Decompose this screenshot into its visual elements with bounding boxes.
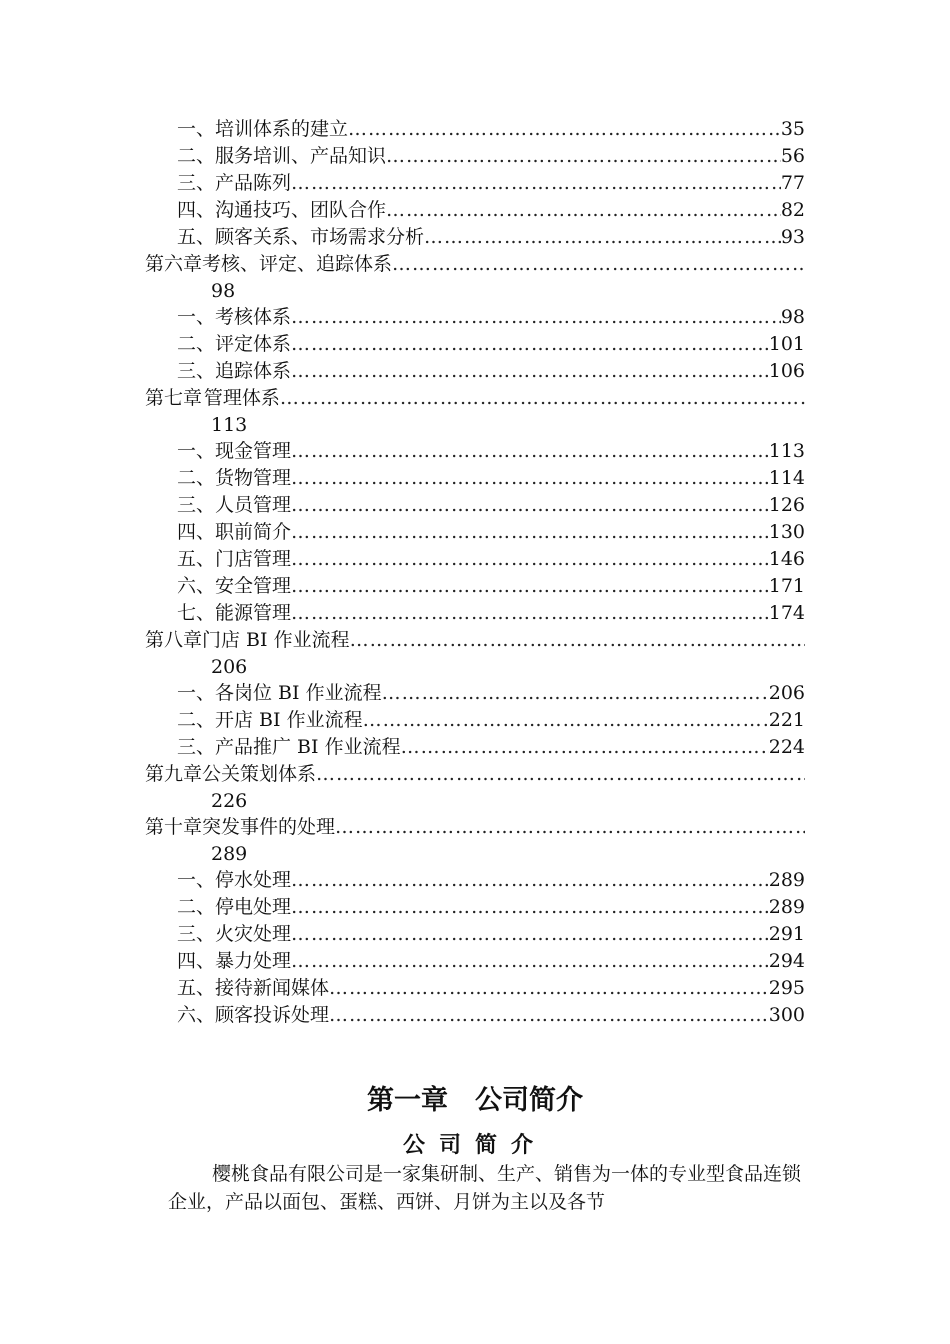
- toc-dot-leader: [291, 894, 769, 921]
- toc-dot-leader: [386, 197, 781, 224]
- toc-entry-title: 顾客投诉处理: [215, 1004, 330, 1026]
- toc-page-number: 101: [768, 333, 805, 355]
- toc-entry-number: 一、: [177, 869, 216, 891]
- toc-dot-leader: [291, 867, 769, 894]
- toc-section-entry[interactable]: [145, 465, 805, 492]
- toc-entry-title: 管理体系: [203, 387, 280, 409]
- toc-chapter-entry[interactable]: [145, 251, 805, 278]
- toc-entry-title: 公关策划体系: [202, 763, 317, 785]
- toc-dot-leader: [291, 573, 769, 600]
- toc-dot-leader: [382, 680, 769, 707]
- paragraph-text: 樱桃食品有限公司是一家集研制、生产、销售为一体的专业型食品连锁企业，产品以面包、蛋糕、西饼、月饼为主以及各节: [168, 1163, 802, 1213]
- toc-entry-title: 考核、评定、追踪体系: [202, 253, 393, 275]
- toc-entry-number: 五、: [177, 226, 216, 248]
- toc-entry-number: 二、: [177, 467, 216, 489]
- toc-page-number: 113: [768, 440, 805, 462]
- toc-page-number: 295: [768, 977, 805, 999]
- toc-entry-number: 二、: [177, 145, 216, 167]
- toc-dot-leader: [424, 224, 781, 251]
- toc-entry-title: 接待新闻媒体: [215, 977, 330, 999]
- toc-entry-number: 一、: [177, 306, 216, 328]
- toc-entry-title: 人员管理: [215, 494, 292, 516]
- toc-entry-title: 职前简介: [215, 521, 292, 543]
- toc-page-number: 146: [768, 548, 805, 570]
- toc-page-number: 113: [211, 414, 248, 436]
- toc-page-number: 300: [768, 1004, 805, 1026]
- toc-page-number: 206: [768, 682, 805, 704]
- toc-entry-number: 五、: [177, 548, 216, 570]
- toc-entry-title: 现金管理: [215, 440, 292, 462]
- toc-entry-number: 二、: [177, 709, 216, 731]
- toc-section-entry[interactable]: [145, 680, 805, 707]
- toc-section-entry[interactable]: [145, 707, 805, 734]
- toc-entry-number: 第八章: [145, 629, 203, 651]
- toc-chapter-entry[interactable]: [145, 627, 805, 654]
- toc-section-entry[interactable]: [145, 304, 805, 331]
- toc-entry-number: 三、: [177, 736, 216, 758]
- toc-page-number: 289: [768, 869, 805, 891]
- toc-entry-number: 一、: [177, 440, 216, 462]
- toc-dot-leader: [329, 1002, 769, 1029]
- toc-page-number: 126: [768, 494, 805, 516]
- toc-section-entry[interactable]: [145, 600, 805, 627]
- toc-page-number: 114: [768, 467, 805, 489]
- toc-chapter-entry[interactable]: [145, 814, 805, 841]
- toc-entry-number: 四、: [177, 521, 216, 543]
- toc-dot-leader: [291, 304, 781, 331]
- toc-entry-number: 三、: [177, 172, 216, 194]
- toc-entry-number: 三、: [177, 360, 216, 382]
- toc-section-entry[interactable]: [145, 438, 805, 465]
- toc-page-number: 289: [211, 843, 248, 865]
- toc-section-entry[interactable]: [145, 867, 805, 894]
- toc-page-number: 174: [768, 602, 805, 624]
- toc-page-number: 224: [768, 736, 805, 758]
- toc-entry-title: 产品陈列: [215, 172, 292, 194]
- toc-dot-leader: [291, 358, 769, 385]
- toc-page-number: 294: [768, 950, 805, 972]
- toc-entry-title: 能源管理: [215, 602, 292, 624]
- toc-entry-title: 门店管理: [215, 548, 292, 570]
- toc-entry-number: 第七章: [145, 387, 203, 409]
- toc-section-entry[interactable]: [145, 143, 805, 170]
- toc-entry-title: 火灾处理: [215, 923, 292, 945]
- toc-page-number: 291: [768, 923, 805, 945]
- toc-section-entry[interactable]: [145, 492, 805, 519]
- toc-entry-number: 三、: [177, 494, 216, 516]
- toc-entry-title: 停水处理: [215, 869, 292, 891]
- toc-entry-title: 门店 BI 作业流程: [202, 629, 350, 651]
- toc-dot-leader: [386, 143, 781, 170]
- toc-entry-title: 追踪体系: [215, 360, 292, 382]
- toc-section-entry[interactable]: [145, 894, 805, 921]
- toc-page-number: 171: [768, 575, 805, 597]
- toc-section-entry[interactable]: [145, 546, 805, 573]
- toc-dot-leader: [291, 948, 769, 975]
- toc-entry-number: 四、: [177, 950, 216, 972]
- toc-entry-number: 七、: [177, 602, 216, 624]
- toc-page-number: 106: [768, 360, 805, 382]
- toc-section-entry[interactable]: [145, 170, 805, 197]
- toc-entry-title: 货物管理: [215, 467, 292, 489]
- toc-section-entry[interactable]: [145, 975, 805, 1002]
- toc-page-number: 226: [211, 790, 248, 812]
- toc-entry-number: 一、: [177, 118, 216, 140]
- toc-dot-leader: [348, 116, 781, 143]
- toc-chapter-entry[interactable]: [145, 385, 805, 412]
- toc-dot-leader: [291, 921, 769, 948]
- toc-entry-number: 六、: [177, 575, 216, 597]
- toc-page-number: 221: [768, 709, 805, 731]
- toc-chapter-entry[interactable]: [145, 761, 805, 788]
- toc-entry-number: 第九章: [145, 763, 203, 785]
- toc-dot-leader: [291, 519, 769, 546]
- toc-dot-leader: [350, 627, 805, 654]
- toc-page-number: 93: [780, 226, 805, 248]
- toc-dot-leader: [291, 465, 769, 492]
- toc-section-entry[interactable]: [145, 921, 805, 948]
- toc-entry-title: 暴力处理: [215, 950, 292, 972]
- toc-page-number: 35: [780, 118, 805, 140]
- toc-entry-title: 开店 BI 作业流程: [215, 709, 363, 731]
- toc-page-number: 130: [768, 521, 805, 543]
- toc-section-entry[interactable]: [145, 573, 805, 600]
- toc-page-number: 56: [780, 145, 805, 167]
- toc-entry-title: 突发事件的处理: [202, 816, 336, 838]
- toc-page-number: 82: [780, 199, 805, 221]
- toc-entry-number: 第六章: [145, 253, 203, 275]
- toc-section-entry[interactable]: [145, 116, 805, 143]
- toc-entry-number: 二、: [177, 896, 216, 918]
- toc-entry-title: 考核体系: [215, 306, 292, 328]
- toc-entry-number: 六、: [177, 1004, 216, 1026]
- toc-section-entry[interactable]: [145, 197, 805, 224]
- toc-entry-title: 服务培训、产品知识: [215, 145, 387, 167]
- toc-dot-leader: [291, 492, 769, 519]
- toc-section-entry[interactable]: [145, 331, 805, 358]
- toc-section-entry[interactable]: [145, 948, 805, 975]
- toc-entry-title: 安全管理: [215, 575, 292, 597]
- toc-entry-number: 五、: [177, 977, 216, 999]
- toc-section-entry[interactable]: [145, 358, 805, 385]
- toc-page-number: 98: [211, 280, 236, 302]
- toc-dot-leader: [291, 170, 781, 197]
- toc-entry-title: 顾客关系、市场需求分析: [215, 226, 425, 248]
- toc-entry-title: 停电处理: [215, 896, 292, 918]
- toc-entry-title: 产品推广 BI 作业流程: [215, 736, 401, 758]
- toc-entry-title: 培训体系的建立: [215, 118, 349, 140]
- toc-section-entry[interactable]: [145, 1002, 805, 1029]
- toc-entry-title: 沟通技巧、团队合作: [215, 199, 387, 221]
- toc-entry-title: 各岗位 BI 作业流程: [215, 682, 382, 704]
- toc-dot-leader: [291, 546, 769, 573]
- toc-entry-number: 第十章: [145, 816, 203, 838]
- toc-page-number: 289: [768, 896, 805, 918]
- toc-page-number: 77: [780, 172, 805, 194]
- toc-dot-leader: [335, 814, 805, 841]
- toc-dot-leader: [291, 331, 769, 358]
- toc-dot-leader: [392, 251, 805, 278]
- toc-dot-leader: [291, 438, 769, 465]
- toc-entry-title: 评定体系: [215, 333, 292, 355]
- toc-dot-leader: [363, 707, 769, 734]
- toc-page-number: 98: [780, 306, 805, 328]
- toc-section-entry[interactable]: [145, 734, 805, 761]
- toc-dot-leader: [291, 600, 769, 627]
- toc-section-entry[interactable]: [145, 224, 805, 251]
- chapter-heading: 第一章 公司简介: [367, 1085, 583, 1116]
- toc-dot-leader: [280, 385, 805, 412]
- toc-dot-leader: [316, 761, 805, 788]
- toc-entry-number: 一、: [177, 682, 216, 704]
- toc-dot-leader: [401, 734, 769, 761]
- toc-entry-number: 三、: [177, 923, 216, 945]
- section-heading: 公司简介: [402, 1133, 547, 1158]
- toc-entry-number: 四、: [177, 199, 216, 221]
- body-paragraph: [168, 1160, 808, 1216]
- toc-entry-number: 二、: [177, 333, 216, 355]
- table-of-contents: [145, 116, 805, 1029]
- toc-section-entry[interactable]: [145, 519, 805, 546]
- toc-dot-leader: [329, 975, 769, 1002]
- toc-page-number: 206: [211, 656, 248, 678]
